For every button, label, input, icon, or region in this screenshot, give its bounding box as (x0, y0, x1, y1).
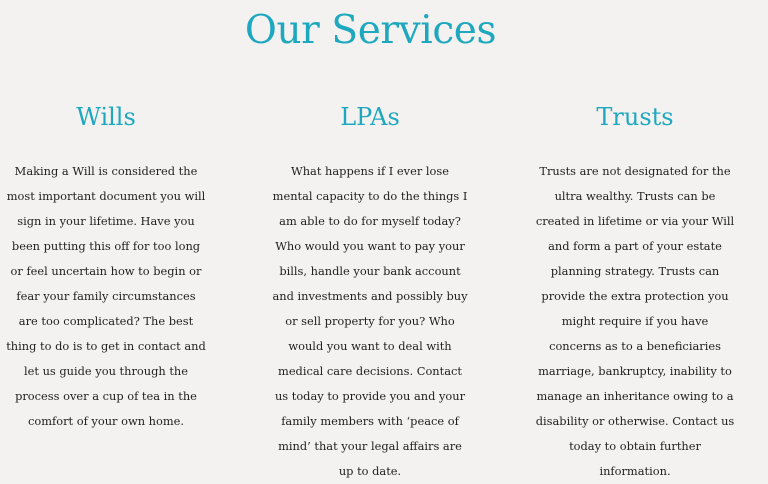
page-title: Our Services (244, 8, 497, 53)
service-description: Trusts are not designated for the ultra wealthy. Trusts can be created in lifetime or via your Will and form a part of your estate planning strategy. Trusts can provide the extra protection you might require if you have concerns as to a beneficiaries marriage, bankruptcy, inability to manage an inheritance owing to a disability or otherwise. Contact us today to obtain further information. (535, 164, 735, 478)
service-heading: Trusts (596, 103, 674, 131)
service-heading: LPAs (340, 103, 400, 131)
service-heading: Wills (76, 103, 136, 131)
service-column-wills (6, 100, 206, 434)
service-column-trusts (535, 100, 735, 484)
service-description: Making a Will is considered the most important document you will sign in your lifetime. Have you been putting this off for too long or feel uncertain how to begin or fear your family circumstances are too complicated? The best thing to do is to get in contact and let us guide you through the process over a cup of tea in the comfort of your own home. (6, 164, 206, 428)
service-description: What happens if I ever lose mental capacity to do the things I am able to do for myself today? Who would you want to pay your bills, handle your bank account and investments and possibly buy or sell property for you? Who would you want to deal with medical care decisions. Contact us today to provide you and your family members with ‘peace of mind’ that your legal affairs are up to date. (272, 164, 468, 478)
service-column-lpas (270, 100, 470, 484)
